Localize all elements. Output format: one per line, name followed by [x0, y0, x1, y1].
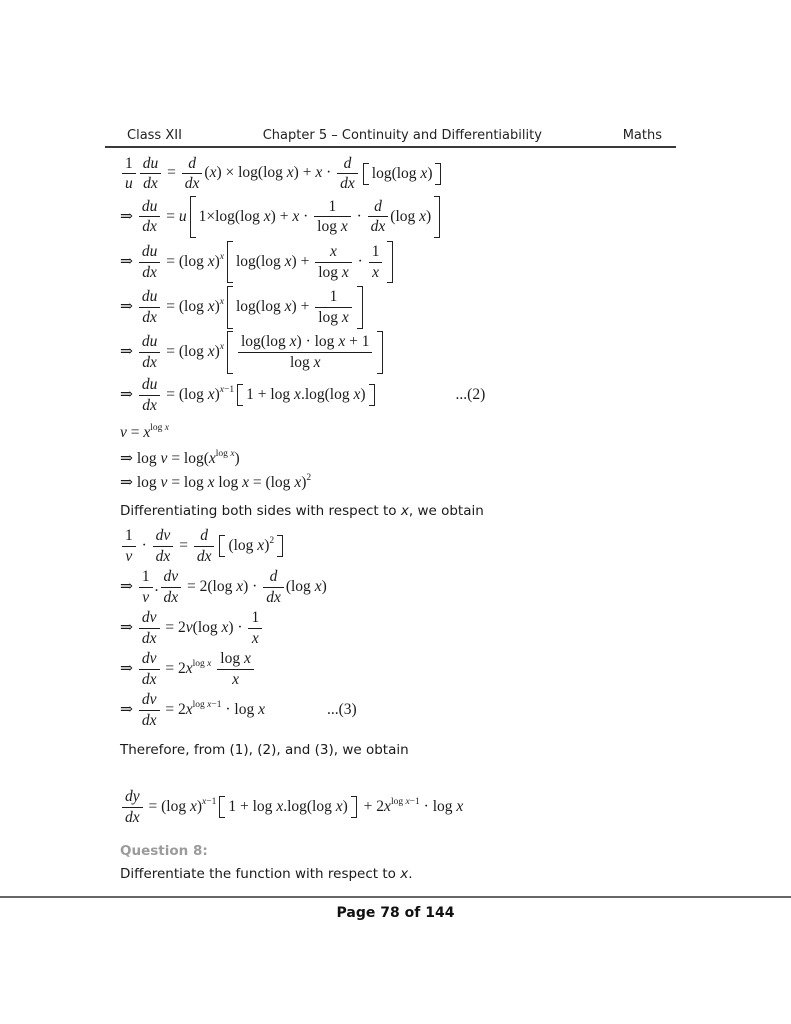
question-heading: Question 8:	[120, 842, 208, 859]
content	[120, 152, 680, 889]
equation-line: ⇒ $\log v = \log(x^{log x})$	[120, 448, 240, 467]
paragraph: Therefore, from (1), (2), and (3), we obtain	[120, 741, 409, 758]
equation-line: ⇒ $\frac{du}{dx}$ = (log x)$^{x-1}$ 1 + log x.log(log x) ...(2)	[120, 376, 486, 414]
header-subject-label: Maths	[622, 128, 662, 143]
page-number-label: Page 78 of 144	[336, 905, 455, 921]
equation-line: ⇒ $\frac{1}{v}$ . $\frac{dv}{dx}$ = 2(log x) · $\frac{d}{dx}$ (log x)	[120, 567, 327, 606]
equation-line: ⇒ $\frac{dv}{dx}$ = $2x^{log x}$ $\frac{\text{log x}}{x}$	[120, 650, 680, 689]
equation-line: ⇒ $\frac{du}{dx}$ = (log x)$^x$ log(log x) + $\frac{1}{\text{log x}}$	[120, 286, 680, 329]
equation-line: $v = x^{log x}$	[120, 422, 170, 441]
header-class-label: Class XII	[127, 128, 182, 143]
footer-divider	[0, 896, 791, 898]
equation-line: ⇒ $\frac{dv}{dx}$ = 2v(log x) · $\frac{1}{x}$	[120, 609, 680, 648]
equation-line: $\frac{1}{u}$ $\frac{du}{dx}$ = $\frac{d}{dx}$ (x) × log(log x) + x · $\frac{d}{dx}$ log(log x)	[120, 155, 680, 194]
paragraph: Differentiating both sides with respect to x, we obtain	[120, 502, 484, 519]
equation-line: ⇒ $\frac{du}{dx}$ = (log x)$^x$ $\frac{\text{log(log x) · log x + 1}}{\text{log x}}$	[120, 331, 680, 374]
header-chapter-title: Chapter 5 – Continuity and Differentiability	[262, 128, 542, 143]
equation-line: ⇒ log v = log x log x = (log x)$^2$	[120, 472, 312, 491]
equation-line: ⇒ $\frac{du}{dx}$ = u 1×log(log x) + x · $\frac{1}{\text{log x}}$ · $\frac{d}{dx}$ (log x)	[120, 196, 680, 239]
page-header	[105, 128, 676, 148]
equation-line: $\frac{dy}{dx}$ = (log x)$^{x-1}$ 1 + log x.log(log x) + $2x^{log x-1} \cdot \log x$	[120, 788, 680, 827]
equation-line: ⇒ $\frac{du}{dx}$ = (log x)$^x$ log(log x) + $\frac{x}{\text{log x}}$ · $\frac{1}{x}$	[120, 241, 680, 284]
paragraph: Differentiate the function with respect to x.	[120, 865, 413, 882]
equation-line: ⇒ $\frac{dv}{dx}$ = $2x^{log x-1} \cdot \log x$ ...(3)	[120, 691, 357, 730]
equation-line: $\frac{1}{v}$ · $\frac{dv}{dx}$ = $\frac{d}{dx}$ (log x)$^2$	[120, 527, 680, 566]
